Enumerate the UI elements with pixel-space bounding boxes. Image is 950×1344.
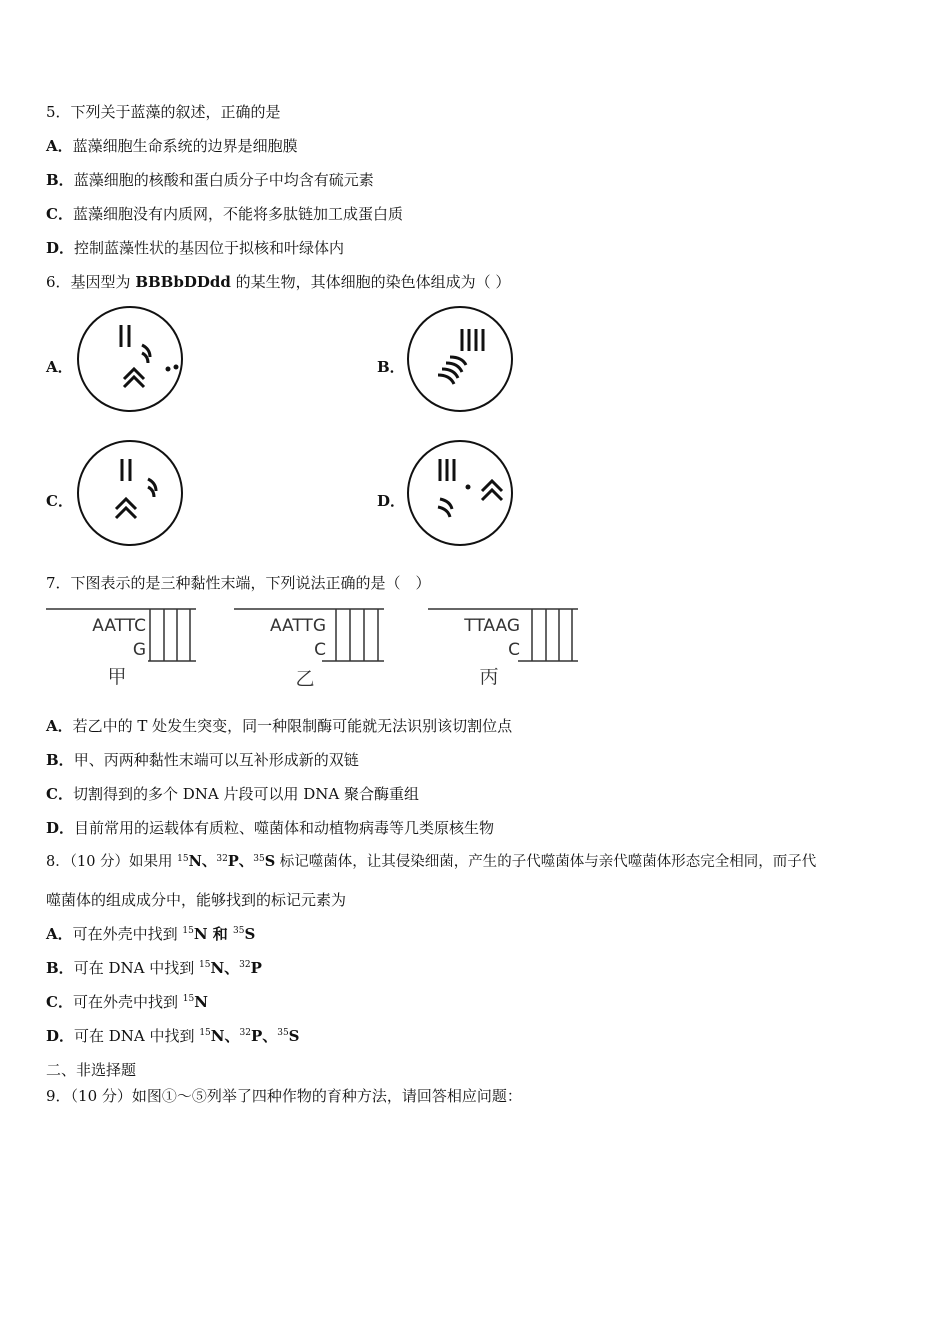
top-sequence: AATTG <box>269 616 326 636</box>
q7-option-b: B．甲、丙两种黏性末端可以互补形成新的双链 <box>46 751 359 769</box>
q5-stem: 5．下列关于蓝藻的叙述，正确的是 <box>46 103 281 121</box>
chromosome-curved <box>438 507 450 517</box>
q8-option-d: D．可在 DNA 中找到 $^{15}$N、$^{32}$P、$^{35}$S <box>46 1027 300 1045</box>
q8-option-c: C．可在外壳中找到 $^{15}$N <box>46 993 208 1011</box>
chromosome-dot <box>466 485 471 490</box>
bottom-sequence: C <box>314 640 326 660</box>
chromosome-v <box>482 490 502 500</box>
q5-option-b: B．蓝藻细胞的核酸和蛋白质分子中均含有硫元素 <box>46 171 374 189</box>
q5-option-a: A．蓝藻细胞生命系统的边界是细胞膜 <box>46 137 298 155</box>
q6-label-b: B． <box>377 358 405 376</box>
q8-stem-line2: 噬菌体的组成成分中，能够找到的标记元素为 <box>46 891 347 909</box>
q5-option-d: D．控制蓝藻性状的基因位于拟核和叶绿体内 <box>46 239 345 257</box>
q7-stem: 7．下图表示的是三种黏性末端，下列说法正确的是（ ） <box>46 574 431 592</box>
chromosome-curved <box>148 487 154 497</box>
cell-membrane <box>78 441 182 545</box>
chromosome-curved <box>142 353 148 363</box>
sticky-end-bing <box>426 603 586 689</box>
q6-label-a: A． <box>46 358 73 376</box>
q6-stem: 6．基因型为 BBBbDDdd 的某生物，其体细胞的染色体组成为（ ） <box>46 273 511 291</box>
q5-option-c: C．蓝藻细胞没有内质网，不能将多肽链加工成蛋白质 <box>46 205 403 223</box>
end-name: 乙 <box>295 668 315 689</box>
q6-cell-c <box>76 439 186 549</box>
top-sequence: TTAAG <box>464 616 520 636</box>
q7-option-c: C．切割得到的多个 DNA 片段可以用 DNA 聚合酶重组 <box>46 785 419 803</box>
top-sequence: AATTC <box>92 616 146 636</box>
section-heading: 二、非选择题 <box>46 1061 137 1079</box>
chromosome-v <box>124 377 144 387</box>
chromosome-dot <box>174 365 179 370</box>
bottom-sequence: C <box>508 640 520 660</box>
chromosome-dot <box>166 367 171 372</box>
sticky-end-yi <box>232 603 392 689</box>
end-name: 甲 <box>107 666 127 688</box>
bottom-sequence: G <box>132 640 146 660</box>
q7-option-d: D．目前常用的运载体有质粒、噬菌体和动植物病毒等几类原核生物 <box>46 819 495 837</box>
q6-cell-d <box>406 439 516 549</box>
q6-cell-a <box>76 305 186 415</box>
q8-option-b: B．可在 DNA 中找到 $^{15}$N、$^{32}$P <box>46 959 262 977</box>
q6-label-d: D． <box>377 492 406 510</box>
chromosome-v <box>116 508 136 518</box>
q6-cell-b <box>406 305 516 415</box>
end-name: 丙 <box>479 666 499 688</box>
q9-stem: 9．（10 分）如图①～⑤列举了四种作物的育种方法，请回答相应问题： <box>46 1087 522 1105</box>
q6-label-c: C． <box>46 492 73 510</box>
q8-stem-line1: 8．（10 分）如果用 $^{15}$N、$^{32}$P、$^{35}$S 标记噬菌体，让其侵染细菌，产生的子代噬菌体与亲代噬菌体形态完全相同，而子代 <box>46 853 817 870</box>
cell-membrane <box>78 307 182 411</box>
q8-option-a: A．可在外壳中找到 $^{15}$N 和 $^{35}$S <box>46 925 256 943</box>
sticky-end-jia <box>44 603 204 689</box>
q7-option-a: A．若乙中的 T 处发生突变，同一种限制酶可能就无法识别该切割位点 <box>46 717 513 735</box>
chromosome-curved <box>438 375 454 384</box>
